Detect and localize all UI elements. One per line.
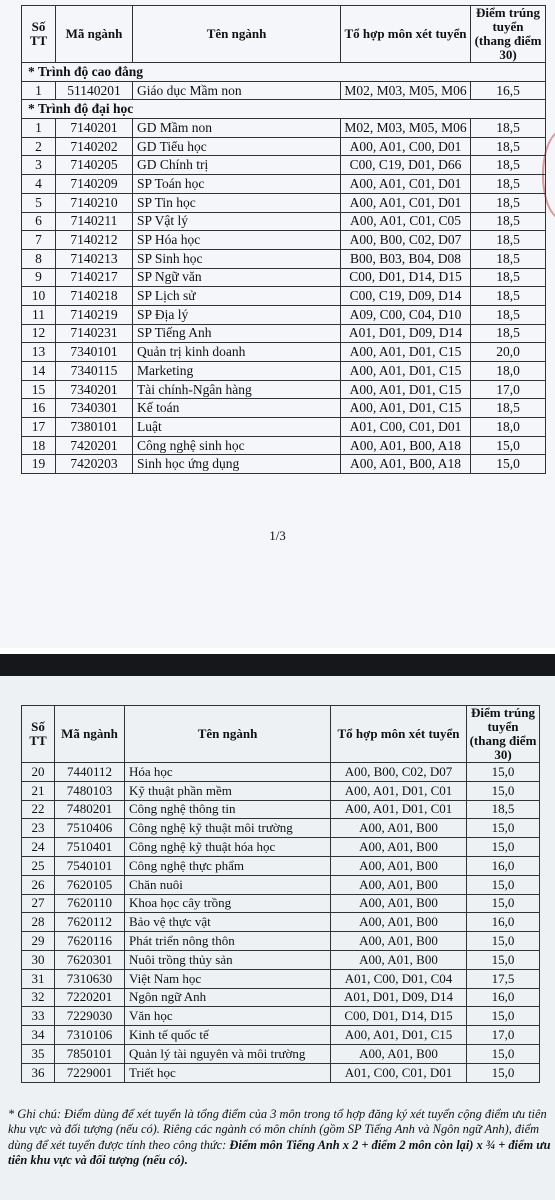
cell-subjects: A01, C00, C01, D01	[331, 1063, 467, 1082]
cell-code: 7850101	[55, 1044, 125, 1063]
table-row	[22, 838, 540, 857]
cell-score: 18,5	[471, 212, 546, 231]
cell-score: 20,0	[471, 343, 546, 362]
cell-score: 18,5	[471, 324, 546, 343]
cell-code: 7340301	[56, 399, 133, 418]
table-header-row	[22, 6, 546, 63]
cell-name: Kỹ thuật phần mềm	[125, 781, 331, 800]
cell-subjects: A00, A01, B00	[331, 875, 467, 894]
cell-name: GD Tiểu học	[133, 137, 341, 156]
cell-score: 18,5	[471, 305, 546, 324]
cell-stt: 17	[22, 418, 56, 437]
cell-name: SP Hóa học	[133, 231, 341, 250]
cell-stt: 23	[22, 819, 55, 838]
cell-code: 7340201	[56, 380, 133, 399]
cell-name: Chăn nuôi	[125, 875, 331, 894]
cell-code: 7620112	[55, 913, 125, 932]
cell-code: 7140201	[56, 119, 133, 138]
cell-subjects: M02, M03, M05, M06	[341, 119, 471, 138]
cell-code: 7540101	[55, 856, 125, 875]
page-number: 1/3	[269, 528, 286, 543]
cell-name: Nuôi trồng thủy sản	[125, 950, 331, 969]
cell-name: Marketing	[133, 362, 341, 381]
cell-stt: 5	[22, 193, 56, 212]
cell-code: 7310630	[55, 969, 125, 988]
cell-stt: 36	[22, 1063, 55, 1082]
cell-stt: 12	[22, 324, 56, 343]
cell-name: Phát triển nông thôn	[125, 932, 331, 951]
cell-subjects: A00, A01, B00	[331, 838, 467, 857]
cell-score: 18,5	[471, 268, 546, 287]
cell-score: 18,5	[467, 800, 540, 819]
cell-name: Hóa học	[125, 763, 331, 782]
table-row	[22, 932, 540, 951]
cell-stt: 4	[22, 175, 56, 194]
cell-score: 15,0	[471, 455, 546, 474]
cell-score: 16,0	[467, 856, 540, 875]
cell-score: 18,0	[471, 362, 546, 381]
cell-subjects: A01, C00, D01, C04	[331, 969, 467, 988]
cell-code: 51140201	[56, 81, 133, 100]
cell-name: Công nghệ sinh học	[133, 436, 341, 455]
table-row	[22, 324, 546, 343]
table-row	[22, 156, 546, 175]
table-row	[22, 81, 546, 100]
cell-code: 7140231	[56, 324, 133, 343]
cell-score: 15,0	[467, 950, 540, 969]
cell-score: 18,5	[471, 231, 546, 250]
cell-score: 15,0	[467, 1063, 540, 1082]
cell-stt: 32	[22, 988, 55, 1007]
cell-code: 7140202	[56, 137, 133, 156]
cell-code: 7510406	[55, 819, 125, 838]
table-row	[22, 212, 546, 231]
header-code: Mã ngành	[55, 706, 125, 763]
cell-code: 7620105	[55, 875, 125, 894]
cell-score: 15,0	[467, 1007, 540, 1026]
table-row	[22, 781, 540, 800]
table-row	[22, 800, 540, 819]
cell-subjects: A00, A01, D01, C15	[341, 380, 471, 399]
table-row	[22, 287, 546, 306]
cell-code: 7140209	[56, 175, 133, 194]
cell-code: 7220201	[55, 988, 125, 1007]
table-row	[22, 418, 546, 437]
cell-name: Quản lý tài nguyên và môi trường	[125, 1044, 331, 1063]
cell-name: SP Vật lý	[133, 212, 341, 231]
cell-score: 15,0	[467, 819, 540, 838]
cell-subjects: A01, D01, D09, D14	[331, 988, 467, 1007]
cell-stt: 10	[22, 287, 56, 306]
cell-name: SP Lịch sử	[133, 287, 341, 306]
table-row	[22, 193, 546, 212]
cell-score: 15,0	[471, 436, 546, 455]
cell-code: 7480201	[55, 800, 125, 819]
cell-subjects: A00, A01, B00	[331, 856, 467, 875]
table-row	[22, 1044, 540, 1063]
cell-name: Công nghệ thông tin	[125, 800, 331, 819]
table-row	[22, 763, 540, 782]
cell-subjects: A01, D01, D09, D14	[341, 324, 471, 343]
table-row	[22, 231, 546, 250]
cell-stt: 28	[22, 913, 55, 932]
cell-code: 7310106	[55, 1026, 125, 1045]
header-subjects: Tổ hợp môn xét tuyển	[331, 706, 467, 763]
cell-subjects: M02, M03, M05, M06	[341, 81, 471, 100]
cell-stt: 20	[22, 763, 55, 782]
cell-score: 16,0	[467, 988, 540, 1007]
table-row	[22, 399, 546, 418]
cell-stt: 35	[22, 1044, 55, 1063]
cell-code: 7140211	[56, 212, 133, 231]
cell-subjects: A00, A01, D01, C15	[341, 343, 471, 362]
cell-stt: 3	[22, 156, 56, 175]
header-score: Điểm trúng tuyển (thang điểm 30)	[467, 706, 540, 763]
cell-score: 15,0	[467, 932, 540, 951]
cell-stt: 11	[22, 305, 56, 324]
cell-subjects: A00, A01, D01, C15	[331, 1026, 467, 1045]
cell-subjects: A00, A01, B00	[331, 932, 467, 951]
cell-score: 18,5	[471, 119, 546, 138]
cell-name: Kế toán	[133, 399, 341, 418]
cell-code: 7340101	[56, 343, 133, 362]
cell-score: 18,5	[471, 249, 546, 268]
section-title: * Trình độ cao đẳng	[22, 63, 546, 82]
cell-code: 7229030	[55, 1007, 125, 1026]
cell-score: 18,5	[471, 287, 546, 306]
cell-name: Việt Nam học	[125, 969, 331, 988]
cell-subjects: A09, C00, C04, D10	[341, 305, 471, 324]
cell-score: 17,0	[471, 380, 546, 399]
table-row	[22, 380, 546, 399]
table-row	[22, 913, 540, 932]
cell-subjects: C00, D01, D14, D15	[331, 1007, 467, 1026]
cell-subjects: A00, A01, B00, A18	[341, 455, 471, 474]
table-row	[22, 1063, 540, 1082]
header-stt: Số TT	[22, 6, 56, 63]
cell-stt: 29	[22, 932, 55, 951]
cell-code: 7340115	[56, 362, 133, 381]
cell-score: 17,5	[467, 969, 540, 988]
cell-name: Giáo dục Mầm non	[133, 81, 341, 100]
cell-code: 7510401	[55, 838, 125, 857]
section-row	[22, 63, 546, 82]
cell-name: Ngôn ngữ Anh	[125, 988, 331, 1007]
admission-scores-table-1	[21, 5, 546, 474]
cell-subjects: A00, A01, C01, C05	[341, 212, 471, 231]
cell-stt: 33	[22, 1007, 55, 1026]
cell-stt: 27	[22, 894, 55, 913]
header-code: Mã ngành	[56, 6, 133, 63]
cell-stt: 19	[22, 455, 56, 474]
admission-scores-table-2	[21, 705, 540, 1083]
table-header-row	[22, 706, 540, 763]
cell-subjects: A00, A01, B00	[331, 950, 467, 969]
cell-subjects: B00, B03, B04, D08	[341, 249, 471, 268]
cell-stt: 30	[22, 950, 55, 969]
cell-subjects: C00, C19, D09, D14	[341, 287, 471, 306]
cell-stt: 9	[22, 268, 56, 287]
cell-subjects: A00, A01, D01, C15	[341, 362, 471, 381]
footnote	[8, 1107, 553, 1169]
cell-score: 16,5	[471, 81, 546, 100]
table-row	[22, 856, 540, 875]
table-row	[22, 455, 546, 474]
cell-name: SP Tin học	[133, 193, 341, 212]
cell-stt: 15	[22, 380, 56, 399]
cell-score: 15,0	[467, 763, 540, 782]
cell-name: GD Chính trị	[133, 156, 341, 175]
table-row	[22, 875, 540, 894]
footnote-text: * Ghi chú: Điểm dùng để xét tuyển là tổng điểm của 3 môn trong tổ hợp đăng ký xét tuyển cộng điểm ưu tiên khu vực và đối tượng (nếu có). Riêng các ngành có môn chính (gồm SP Tiếng Anh và Ngôn ngữ Anh), điểm dùng để xét tuyển được tính theo công thức:	[8, 1107, 547, 1152]
cell-stt: 1	[22, 119, 56, 138]
cell-subjects: A00, A01, B00, A18	[341, 436, 471, 455]
cell-code: 7140218	[56, 287, 133, 306]
cell-stt: 21	[22, 781, 55, 800]
cell-code: 7140219	[56, 305, 133, 324]
header-name: Tên ngành	[125, 706, 331, 763]
cell-code: 7420201	[56, 436, 133, 455]
cell-code: 7380101	[56, 418, 133, 437]
table-row	[22, 175, 546, 194]
cell-name: Công nghệ kỹ thuật môi trường	[125, 819, 331, 838]
cell-score: 17,0	[467, 1026, 540, 1045]
cell-score: 15,0	[467, 894, 540, 913]
cell-subjects: A00, A01, D01, C15	[341, 399, 471, 418]
cell-stt: 1	[22, 81, 56, 100]
cell-name: Văn học	[125, 1007, 331, 1026]
cell-stt: 14	[22, 362, 56, 381]
header-stt: Số TT	[22, 706, 55, 763]
cell-name: Công nghệ thực phẩm	[125, 856, 331, 875]
dark-band	[0, 654, 555, 676]
cell-code: 7440112	[55, 763, 125, 782]
table-row	[22, 894, 540, 913]
cell-score: 16,0	[467, 913, 540, 932]
cell-subjects: A00, B00, C02, D07	[341, 231, 471, 250]
cell-name: GD Mầm non	[133, 119, 341, 138]
header-name: Tên ngành	[133, 6, 341, 63]
cell-name: SP Địa lý	[133, 305, 341, 324]
cell-name: SP Toán học	[133, 175, 341, 194]
header-score: Điểm trúng tuyển (thang điểm 30)	[471, 6, 546, 63]
cell-stt: 25	[22, 856, 55, 875]
table-row	[22, 950, 540, 969]
cell-stt: 24	[22, 838, 55, 857]
cell-subjects: A00, A01, C01, D01	[341, 193, 471, 212]
cell-subjects: C00, D01, D14, D15	[341, 268, 471, 287]
cell-stt: 22	[22, 800, 55, 819]
cell-code: 7140212	[56, 231, 133, 250]
table-row	[22, 819, 540, 838]
cell-score: 18,5	[471, 137, 546, 156]
cell-code: 7480103	[55, 781, 125, 800]
table-row	[22, 1007, 540, 1026]
cell-stt: 34	[22, 1026, 55, 1045]
cell-stt: 16	[22, 399, 56, 418]
cell-stt: 26	[22, 875, 55, 894]
cell-score: 15,0	[467, 1044, 540, 1063]
table-row	[22, 249, 546, 268]
cell-subjects: A00, A01, D01, C01	[331, 781, 467, 800]
cell-code: 7140217	[56, 268, 133, 287]
cell-name: Kinh tế quốc tế	[125, 1026, 331, 1045]
cell-code: 7620116	[55, 932, 125, 951]
cell-subjects: A00, A01, D01, C01	[331, 800, 467, 819]
table-row	[22, 268, 546, 287]
cell-code: 7620301	[55, 950, 125, 969]
table-row	[22, 988, 540, 1007]
cell-stt: 2	[22, 137, 56, 156]
cell-subjects: A00, A01, B00	[331, 894, 467, 913]
cell-score: 18,5	[471, 175, 546, 194]
cell-code: 7420203	[56, 455, 133, 474]
cell-stt: 7	[22, 231, 56, 250]
cell-subjects: A00, A01, C00, D01	[341, 137, 471, 156]
cell-name: SP Ngữ văn	[133, 268, 341, 287]
cell-score: 18,0	[471, 418, 546, 437]
cell-name: Luật	[133, 418, 341, 437]
cell-subjects: A00, A01, B00	[331, 913, 467, 932]
cell-code: 7140205	[56, 156, 133, 175]
footnote-formula: Điểm môn Tiếng Anh x 2 + điểm 2 môn còn lại) x ¾ + điểm ưu tiên khu vực và đối tượng (nếu có).	[8, 1137, 551, 1168]
cell-subjects: C00, C19, D01, D66	[341, 156, 471, 175]
cell-name: Bảo vệ thực vật	[125, 913, 331, 932]
cell-score: 15,0	[467, 781, 540, 800]
cell-score: 18,5	[471, 156, 546, 175]
cell-score: 15,0	[467, 838, 540, 857]
cell-name: Sinh học ứng dụng	[133, 455, 341, 474]
section-row	[22, 100, 546, 119]
cell-stt: 13	[22, 343, 56, 362]
cell-code: 7620110	[55, 894, 125, 913]
cell-code: 7140210	[56, 193, 133, 212]
cell-name: Quản trị kinh doanh	[133, 343, 341, 362]
table-row	[22, 969, 540, 988]
cell-score: 18,5	[471, 399, 546, 418]
cell-subjects: A00, A01, B00	[331, 819, 467, 838]
cell-subjects: A00, A01, C01, D01	[341, 175, 471, 194]
cell-stt: 6	[22, 212, 56, 231]
section-title: * Trình độ đại học	[22, 100, 546, 119]
cell-name: Triết học	[125, 1063, 331, 1082]
header-subjects: Tổ hợp môn xét tuyển	[341, 6, 471, 63]
cell-subjects: A01, C00, C01, D01	[341, 418, 471, 437]
table-row	[22, 362, 546, 381]
cell-name: Công nghệ kỹ thuật hóa học	[125, 838, 331, 857]
table-row	[22, 119, 546, 138]
table-row	[22, 137, 546, 156]
table-row	[22, 343, 546, 362]
cell-name: SP Sinh học	[133, 249, 341, 268]
cell-name: SP Tiếng Anh	[133, 324, 341, 343]
cell-stt: 18	[22, 436, 56, 455]
cell-name: Tài chính-Ngân hàng	[133, 380, 341, 399]
table-row	[22, 1026, 540, 1045]
cell-stt: 31	[22, 969, 55, 988]
table-row	[22, 305, 546, 324]
cell-code: 7140213	[56, 249, 133, 268]
cell-score: 18,5	[471, 193, 546, 212]
cell-subjects: A00, A01, B00	[331, 1044, 467, 1063]
cell-name: Khoa học cây trồng	[125, 894, 331, 913]
cell-stt: 8	[22, 249, 56, 268]
cell-score: 15,0	[467, 875, 540, 894]
cell-subjects: A00, B00, C02, D07	[331, 763, 467, 782]
table-row	[22, 436, 546, 455]
cell-code: 7229001	[55, 1063, 125, 1082]
